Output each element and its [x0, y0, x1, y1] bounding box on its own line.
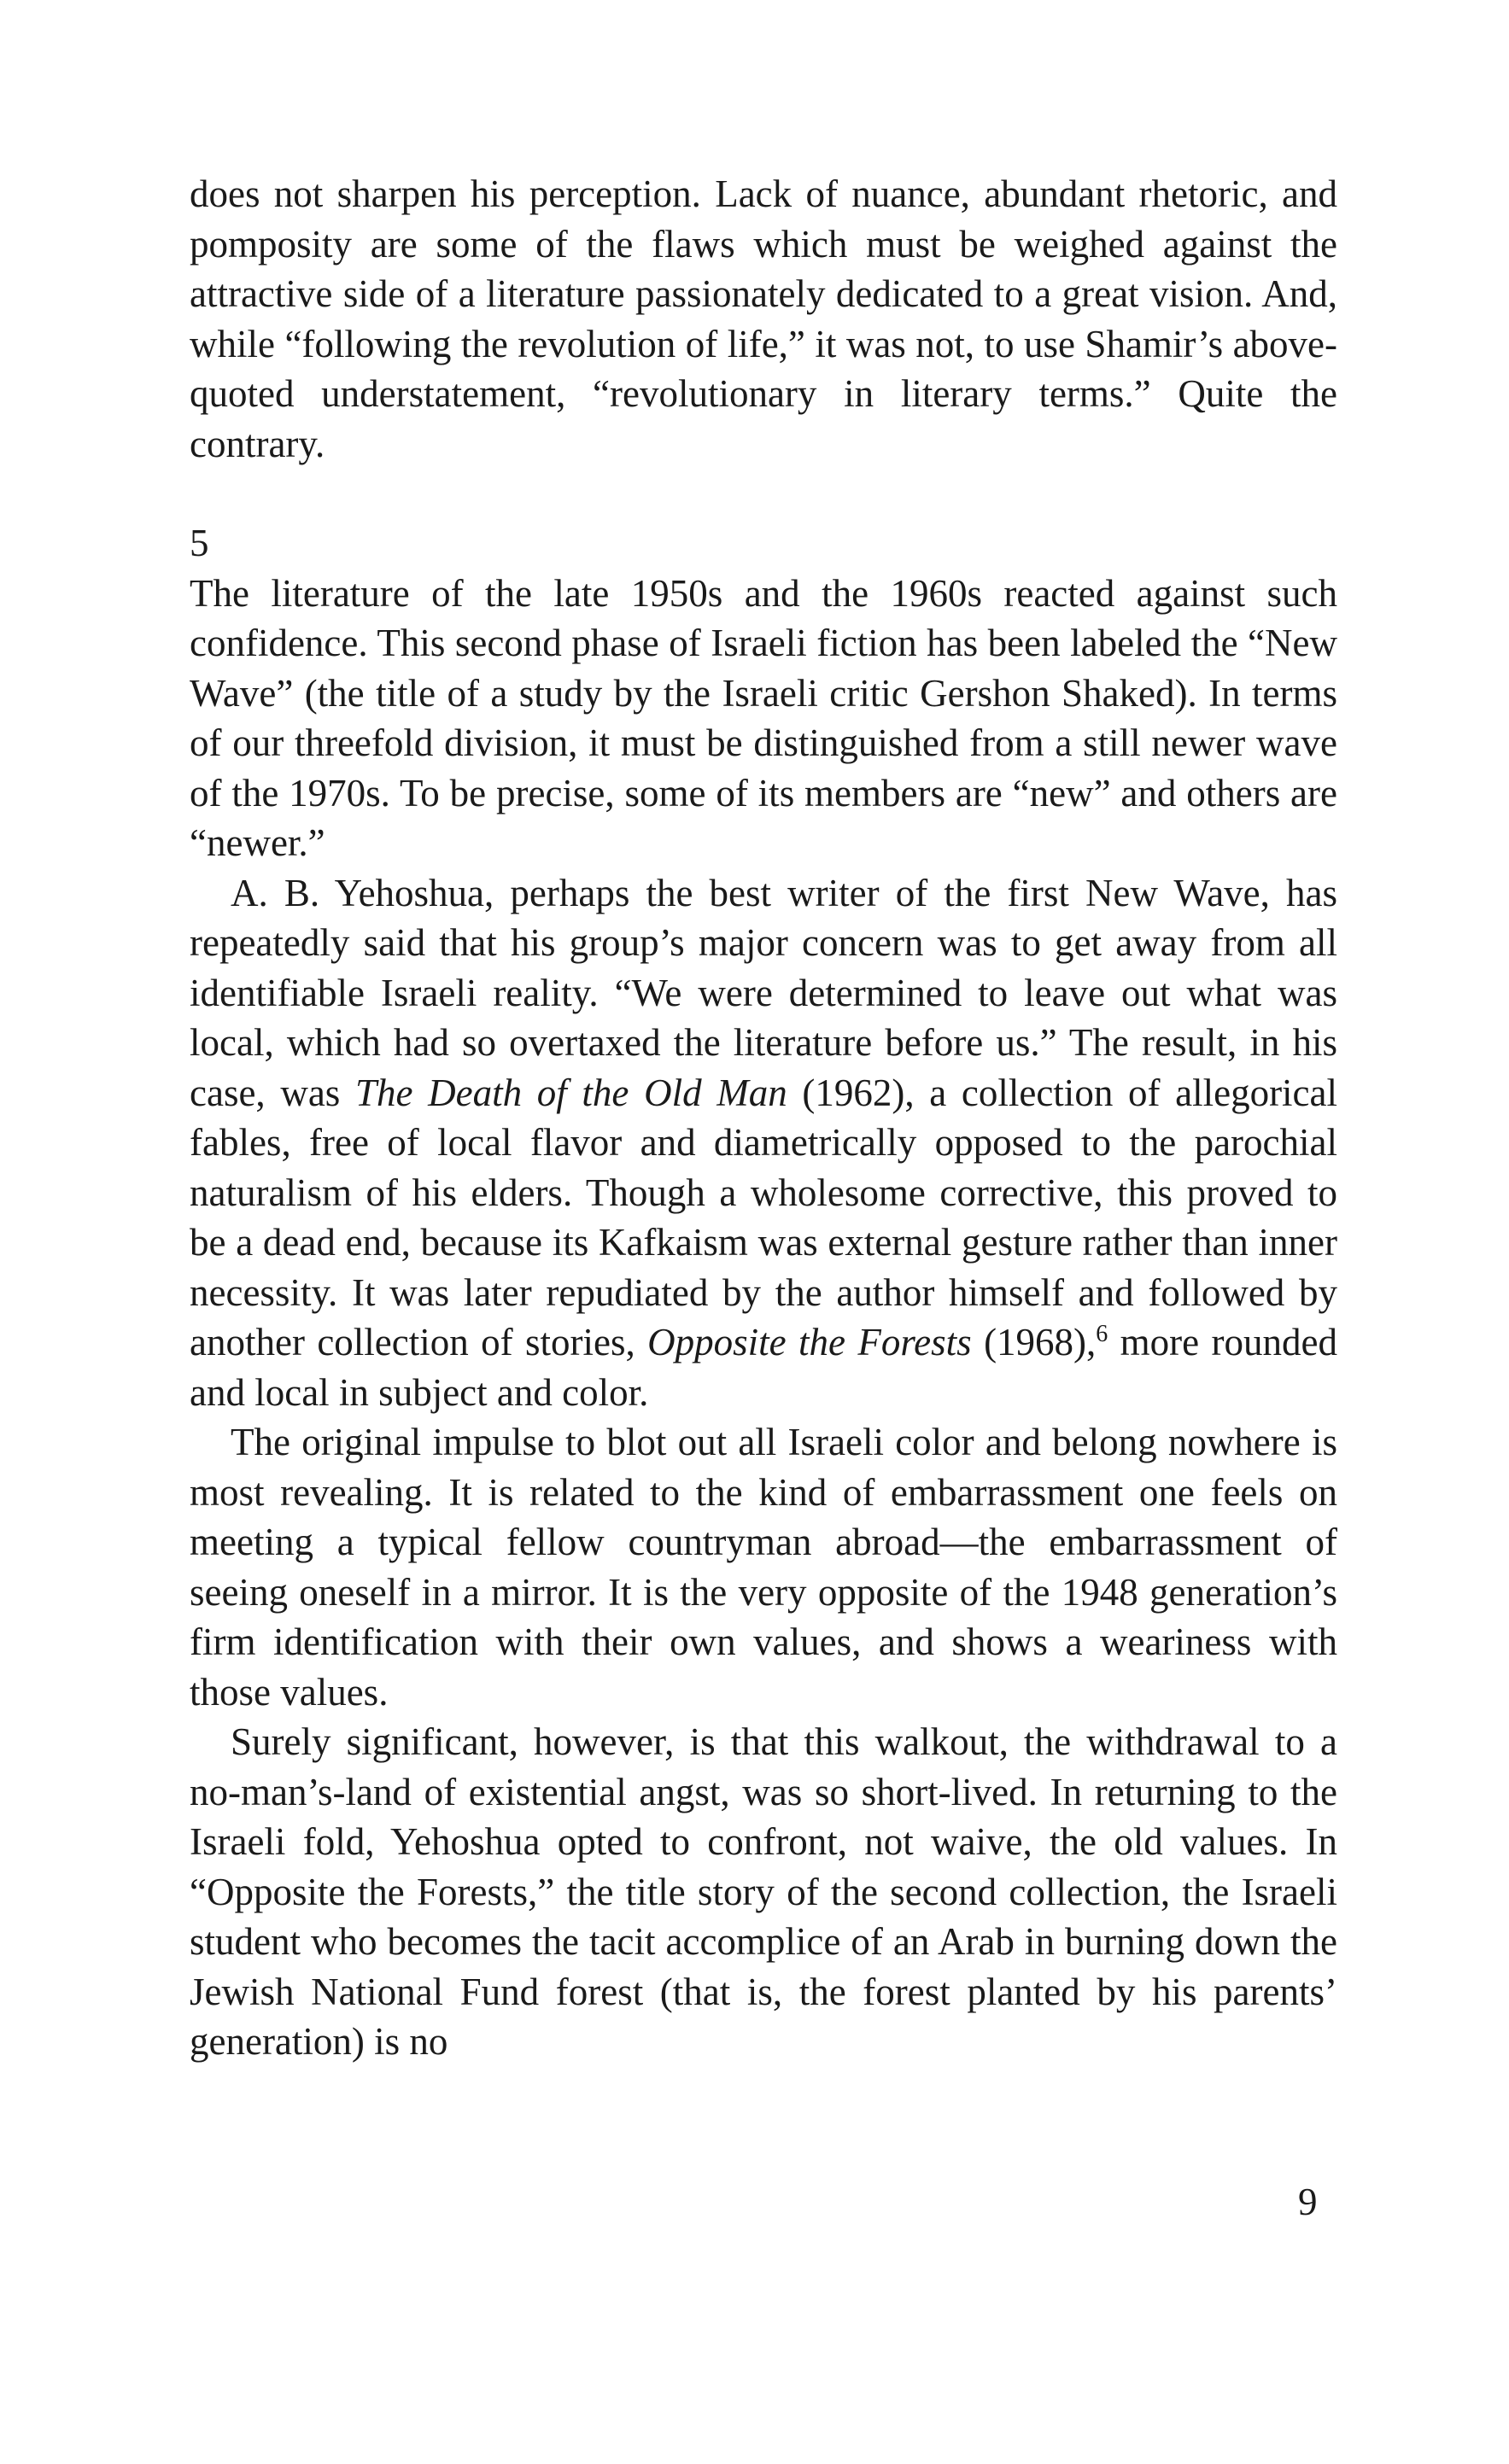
- paragraph-original-impulse: The original impulse to blot out all Israeli color and belong nowhere is most revealing. It is related to the kind of embarrassment one feels on meeting a typical fellow countryman abroad—the embarrassment of seeing oneself in a mirror. It is the very opposite of the 1948 generation’s firm identification with their own values, and shows a weariness with those values.: [190, 1421, 1337, 1714]
- paragraph-continuation: does not sharpen his perception. Lack of nuance, abundant rhetoric, and pomposity are some of the flaws which must be weighed against the attractive side of a literature passionately dedicated to a great vision. And, while “following the revolution of life,” it was not, to use Shamir’s above-quoted understatement, “revolutionary in literary terms.” Quite the contrary.: [190, 172, 1337, 465]
- paragraph-text: A. B. Yehoshua, perhaps the best writer of the first New Wave, has repeatedly said that his group’s major concern was to get away from all identifiable Israeli reality. “We were determined to leave out what was local, which had so overtaxed the literature before us.” The result, in his case, was: [190, 871, 1337, 1114]
- page-number: 9: [1298, 2181, 1318, 2223]
- paragraph-walkout: Surely significant, however, is that this walkout, the withdrawal to a no-man’s-land of existential angst, was so short-lived. In returning to the Israeli fold, Yehoshua opted to confront, not waive, the old values. In “Opposite the Forests,” the title story of the second collection, the Israeli student who becomes the tacit accomplice of an Arab in burning down the Jewish National Fund forest (that is, the forest planted by his parents’ generation) is no: [190, 1720, 1337, 2063]
- section-number: 5: [190, 522, 209, 564]
- paragraph-text: more rounded and local in subject and color.: [190, 1321, 1337, 1414]
- paragraph-new-wave-intro: The literature of the late 1950s and the 1960s reacted against such confidence. This second phase of Israeli fiction has been labeled the “New Wave” (the title of a study by the Israeli critic Gershon Shaked). In terms of our threefold division, it must be distinguished from a still newer wave of the 1970s. To be precise, some of its members are “new” and others are “newer.”: [190, 571, 1337, 864]
- paragraph-text: (1962), a collection of allegorical fables, free of local flavor and diametrically opposed to the parochial naturalism of his elders. Though a wholesome corrective, this proved to be a dead end, because its Kafkaism was external gesture rather than inner necessity. It was later repudiated by the author himself and followed by another collection of stories,: [190, 1071, 1338, 1363]
- book-title: The Death of the Old Man: [354, 1071, 787, 1114]
- paragraph-text: (1968),: [971, 1321, 1097, 1363]
- book-title: Opposite the Forests: [647, 1321, 972, 1363]
- paragraph-yehoshua: [190, 868, 1337, 1418]
- page-body: [190, 169, 1337, 2067]
- footnote-marker: 6: [1096, 1321, 1108, 1347]
